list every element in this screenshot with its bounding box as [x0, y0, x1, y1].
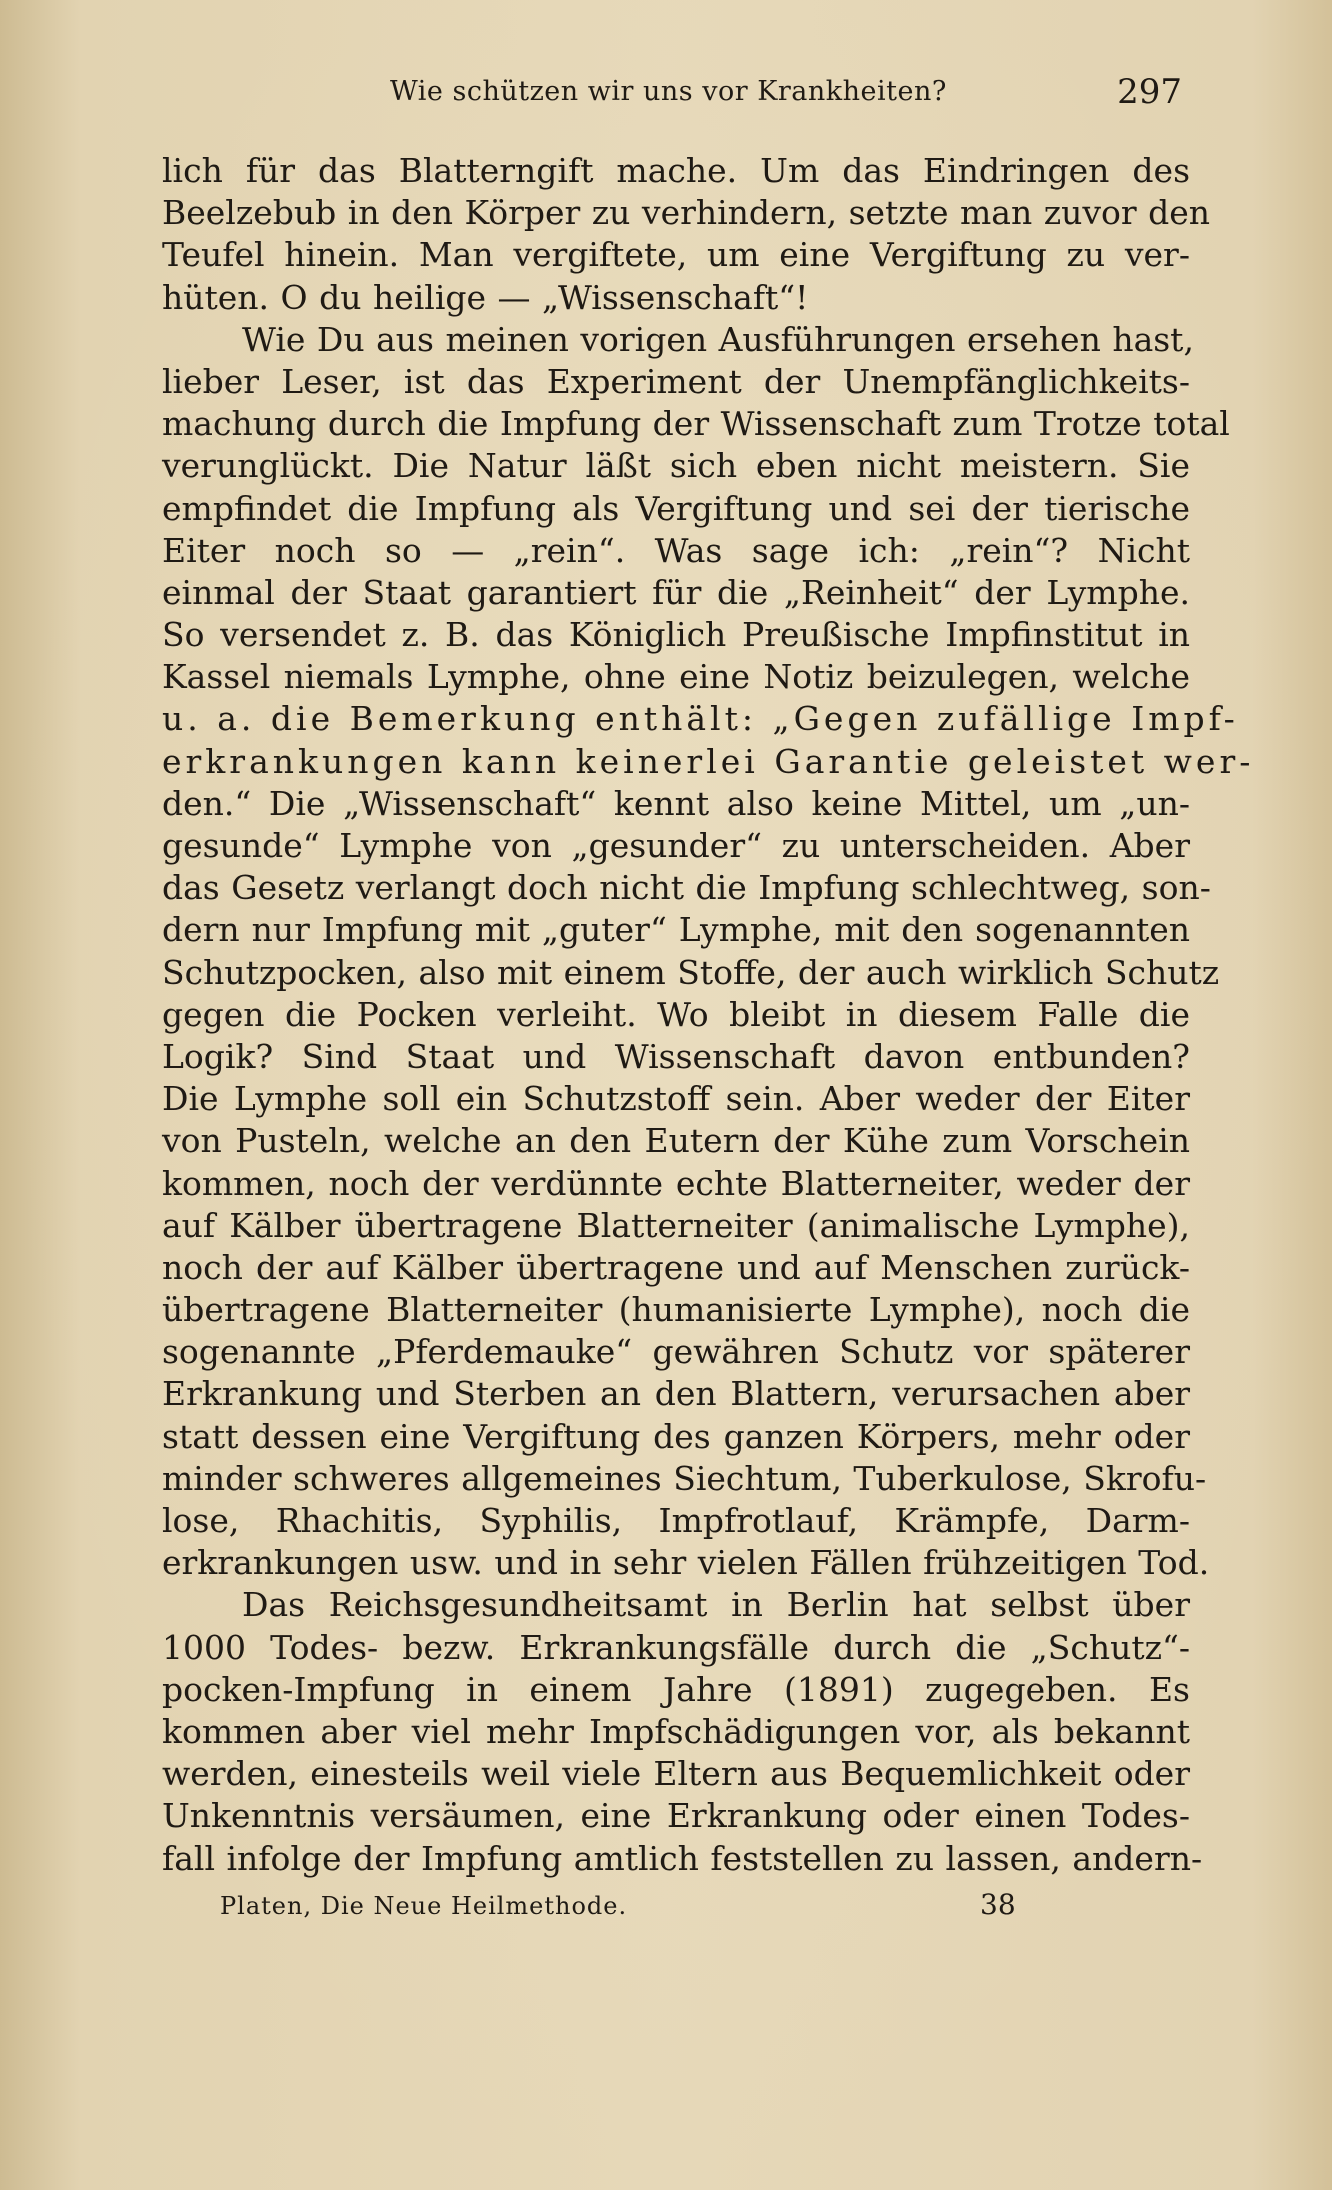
text-line: kommen, noch der verdünnte echte Blatterneiter, weder der	[162, 1163, 1190, 1203]
text-line: den.“ Die „Wissenschaft“ kennt also keine Mittel, um „un-	[162, 783, 1190, 823]
text-line: Erkrankung und Sterben an den Blattern, verursachen aber	[162, 1374, 1190, 1414]
text-line: pocken-Impfung in einem Jahre (1891) zugegeben. Es	[162, 1669, 1190, 1709]
text-line: Teufel hinein. Man vergiftete, um eine Vergiftung zu ver-	[162, 235, 1190, 275]
text-line: u. a. die Bemerkung enthält: „Gegen zufällige Impf-	[162, 699, 1239, 739]
text-line: Kassel niemals Lymphe, ohne eine Notiz beizulegen, welche	[162, 657, 1190, 697]
text-line: Wie Du aus meinen vorigen Ausführungen ersehen hast,	[242, 319, 1194, 359]
text-line: einmal der Staat garantiert für die „Reinheit“ der Lymphe.	[162, 572, 1190, 612]
text-line: erkrankungen usw. und in sehr vielen Fällen frühzeitigen Tod.	[162, 1543, 1210, 1583]
text-line: von Pusteln, welche an den Eutern der Kühe zum Vorschein	[162, 1121, 1190, 1161]
text-line: Logik? Sind Staat und Wissenschaft davon entbunden?	[162, 1036, 1190, 1076]
text-line: werden, einesteils weil viele Eltern aus Bequemlichkeit oder	[162, 1754, 1190, 1794]
text-line: dern nur Impfung mit „guter“ Lymphe, mit den sogenannten	[162, 910, 1190, 950]
text-line: Eiter noch so — „rein“. Was sage ich: „rein“? Nicht	[162, 530, 1190, 570]
text-line: lieber Leser, ist das Experiment der Unempfänglichkeits-	[162, 361, 1190, 401]
text-line: statt dessen eine Vergiftung des ganzen Körpers, mehr oder	[162, 1416, 1190, 1456]
text-line: hüten. O du heilige — „Wissenschaft“!	[162, 277, 809, 317]
text-line: übertragene Blatterneiter (humanisierte Lymphe), noch die	[162, 1290, 1190, 1330]
text-line: erkrankungen kann keinerlei Garantie geleistet wer-	[162, 741, 1255, 781]
text-line: Die Lymphe soll ein Schutzstoff sein. Aber weder der Eiter	[162, 1079, 1190, 1119]
text-line: gesunde“ Lymphe von „gesunder“ zu unterscheiden. Aber	[162, 826, 1190, 865]
text-line: minder schweres allgemeines Siechtum, Tuberkulose, Skrofu-	[162, 1458, 1207, 1498]
book-title: Platen, Die Neue Heilmethode.	[220, 1892, 628, 1920]
running-title: Wie schützen wir uns vor Krankheiten?	[390, 76, 947, 107]
text-line: Das Reichsgesundheitsamt in Berlin hat selbst über	[242, 1585, 1190, 1625]
text-line: gegen die Pocken verleiht. Wo bleibt in diesem Falle die	[162, 994, 1190, 1034]
text-line: Schutzpocken, also mit einem Stoffe, der auch wirklich Schutz	[162, 952, 1220, 992]
text-line: fall infolge der Impfung amtlich feststellen zu lassen, andern-	[162, 1838, 1203, 1878]
body-text	[162, 150, 1255, 1880]
running-head	[160, 66, 1182, 126]
text-line: machung durch die Impfung der Wissenschaft zum Trotze total	[162, 404, 1230, 444]
text-line: auf Kälber übertragene Blatterneiter (animalische Lymphe),	[162, 1205, 1190, 1245]
text-line: noch der auf Kälber übertragene und auf Menschen zurück-	[162, 1247, 1190, 1287]
text-line: sogenannte „Pferdemauke“ gewähren Schutz vor späterer	[162, 1332, 1190, 1372]
text-line: Unkenntnis versäumen, eine Erkrankung oder einen Todes-	[162, 1796, 1190, 1836]
text-line: 1000 Todes- bezw. Erkrankungsfälle durch die „Schutz“-	[162, 1627, 1190, 1667]
page-number: 297	[1117, 72, 1182, 112]
text-line: kommen aber viel mehr Impfschädigungen vor, als bekannt	[162, 1711, 1190, 1751]
page-footer	[220, 1888, 1020, 1928]
signature-mark: 38	[980, 1888, 1016, 1921]
text-line: empfindet die Impfung als Vergiftung und sei der tierische	[162, 488, 1190, 528]
text-line: das Gesetz verlangt doch nicht die Impfung schlechtweg, son-	[162, 868, 1211, 908]
text-line: So versendet z. B. das Königlich Preußische Impfinstitut in	[162, 615, 1190, 655]
text-line: lich für das Blatterngift mache. Um das Eindringen des	[162, 151, 1190, 190]
text-line: lose, Rhachitis, Syphilis, Impfrotlauf, Krämpfe, Darm-	[162, 1501, 1190, 1540]
text-line: Beelzebub in den Körper zu verhindern, setzte man zuvor den	[162, 193, 1211, 233]
text-line: verunglückt. Die Natur läßt sich eben nicht meistern. Sie	[162, 446, 1190, 486]
